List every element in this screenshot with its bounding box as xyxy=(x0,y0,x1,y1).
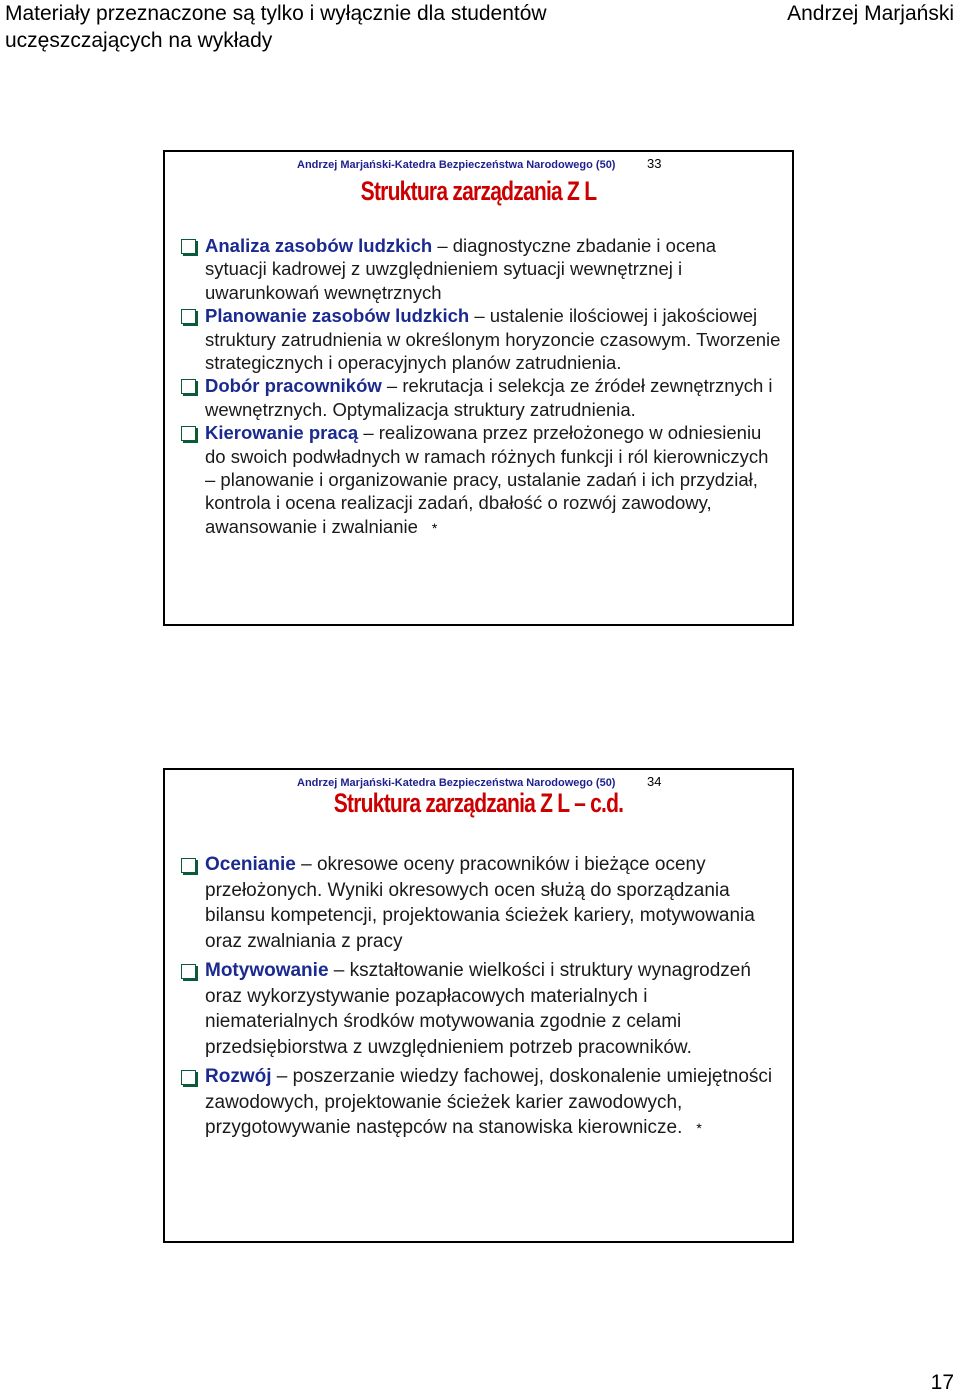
footnote-marker: * xyxy=(431,519,438,536)
bullet-text: – kształtowanie wielkości i struktury wynagrodzeń oraz wykorzystywanie pozapłacowych materialnych i niematerialnych środków motywowania zgodnie z celami przedsiębiorstwa z uwzględnieniem potrzeb pracowników. xyxy=(205,960,751,1058)
bullet-text: – rekrutacja i selekcja ze źródeł zewnętrznych i wewnętrznych. Optymalizacja struktury zatrudnienia. xyxy=(205,375,773,420)
bullet-text: – poszerzanie wiedzy fachowej, doskonalenie umiejętności zawodowych, projektowanie ścieżek karier zawodowych, przygotowywanie następców na stanowiska kierownicze. xyxy=(205,1066,773,1138)
bullet-term: Kierowanie pracą xyxy=(205,422,359,444)
bullet-term: Planowanie zasobów ludzkich xyxy=(205,305,470,327)
page-header-author: Andrzej Marjański xyxy=(787,2,954,25)
bullet-list xyxy=(179,852,782,1146)
checkbox-bullet-icon xyxy=(181,426,196,441)
footnote-marker: * xyxy=(696,1120,702,1136)
slide-title: Struktura zarządzania Z L – c.d. xyxy=(333,788,624,818)
header-note-line2: uczęszczających na wykłady xyxy=(5,29,273,52)
bullet-item xyxy=(179,374,782,421)
bullet-item xyxy=(179,304,782,374)
bullet-text: – ustalenie ilościowej i jakościowej struktury zatrudnienia w określonym horyzoncie czasowym. Tworzenie strategicznych i operacyjnych planów zatrudnienia. xyxy=(205,305,781,374)
header-note-line1: Materiały przeznaczone są tylko i wyłącznie dla studentów xyxy=(5,2,547,25)
checkbox-bullet-icon xyxy=(181,964,196,979)
bullet-text: – diagnostyczne zbadanie i ocena sytuacji kadrowej z uwzględnieniem sytuacji wewnętrznej i uwarunkowań wewnętrznych xyxy=(205,235,717,303)
page-number: 17 xyxy=(930,1371,954,1394)
checkbox-bullet-icon xyxy=(181,858,196,873)
slide-34 xyxy=(163,768,794,1243)
checkbox-bullet-icon xyxy=(181,1070,196,1085)
bullet-term: Ocenianie xyxy=(205,854,296,875)
slide-header: Andrzej Marjański-Katedra Bezpieczeństwa Narodowego (50) xyxy=(297,777,616,789)
bullet-item xyxy=(179,958,782,1060)
bullet-term: Rozwój xyxy=(205,1066,272,1087)
bullet-item xyxy=(179,234,782,304)
slide-title: Struktura zarządzania Z L xyxy=(360,176,597,206)
bullet-list xyxy=(179,234,782,540)
bullet-term: Dobór pracowników xyxy=(205,375,382,397)
page-header-note xyxy=(5,0,547,54)
checkbox-bullet-icon xyxy=(181,379,196,394)
checkbox-bullet-icon xyxy=(181,309,196,324)
slide-header: Andrzej Marjański-Katedra Bezpieczeństwa Narodowego (50) xyxy=(297,159,616,171)
bullet-item xyxy=(179,1064,782,1142)
bullet-item xyxy=(179,421,782,540)
slide-number: 34 xyxy=(647,774,662,789)
slide-33 xyxy=(163,150,794,626)
bullet-item xyxy=(179,852,782,954)
bullet-term: Motywowanie xyxy=(205,960,329,981)
bullet-text: – okresowe oceny pracowników i bieżące oceny przełożonych. Wyniki okresowych ocen służą do sporządzania bilansu kompetencji, projektowania ścieżek kariery, motywowania oraz zwalniania z pracy xyxy=(205,854,755,952)
slide-number: 33 xyxy=(647,156,662,171)
bullet-text: – realizowana przez przełożonego w odniesieniu do swoich podwładnych w ramach różnych funkcji i ról kierowniczych – planowanie i organizowanie pracy, ustalanie zadań i ich przydział, kontrola i ocena realizacji zadań, dbałość o rozwój zawodowy, awansowanie i zwalnianie xyxy=(205,422,769,537)
bullet-term: Analiza zasobów ludzkich xyxy=(205,235,433,256)
checkbox-bullet-icon xyxy=(181,239,196,254)
